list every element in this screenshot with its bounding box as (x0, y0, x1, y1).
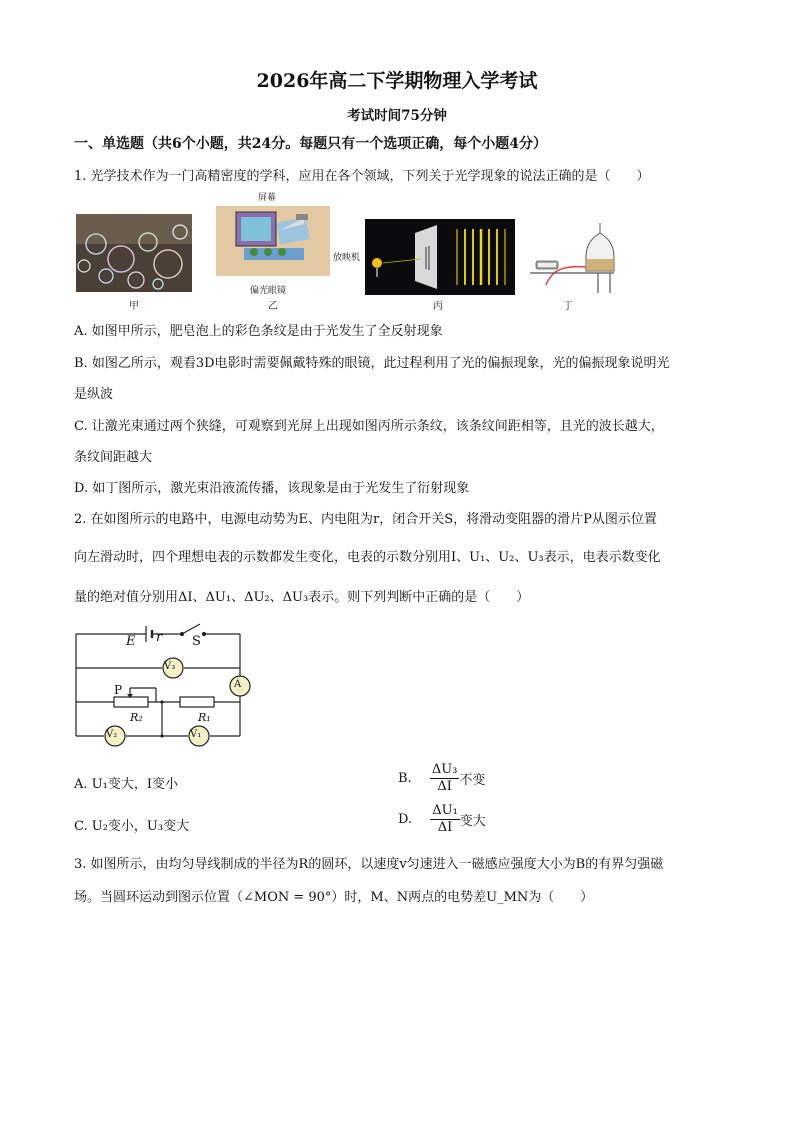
exam-duration: 考试时间75分钟 (347, 108, 447, 124)
q2-option-b-fraction (430, 762, 460, 795)
q2-stem-line2: 向左滑动时，四个理想电表的示数都发生变化，电表的示数分别用I、U₁、U₂、U₃表示，电表示数变化 (74, 550, 661, 565)
q2-option-d-denominator: ΔI (437, 820, 453, 835)
circuit-label-r1: R₁ (198, 711, 211, 724)
figure-label-jia: 甲 (129, 301, 139, 312)
glasses-label: 偏光眼镜 (250, 286, 287, 296)
figure-bing-double-slit (365, 219, 515, 295)
figure-ding-laser-stream (524, 219, 620, 295)
circuit-label-v3: V₃ (164, 661, 176, 672)
q3-stem-line1: 3. 如图所示，由均匀导线制成的半径为R的圆环，以速度v匀速进入一磁感应强度大小为B的有界匀强磁 (74, 857, 664, 872)
circuit-label-s: S (192, 634, 201, 649)
q2-option-b-denominator: ΔI (437, 779, 452, 794)
figure-label-ding: 丁 (563, 301, 573, 312)
figure-yi-3d-cinema (214, 190, 362, 296)
section-heading: 一、单选题（共6个小题，共24分。每题只有一个选项正确，每个小题4分） (74, 136, 547, 152)
q2-option-b-tail: 不变 (459, 773, 486, 788)
q2-stem-line1: 2. 在如图所示的电路中，电源电动势为E、内电阻为r，闭合开关S，将滑动变阻器的滑片P从图示位置 (74, 512, 657, 527)
exam-title: 2026年高二下学期物理入学考试 (256, 70, 538, 92)
q1-option-c-line1[interactable]: C. 让激光束通过两个狭缝，可观察到光屏上出现如图丙所示条纹，该条纹间距相等，且光的波长越大， (74, 419, 664, 434)
q2-option-d-label: D. (398, 812, 413, 827)
circuit-label-e: E (126, 634, 136, 649)
circuit-label-v2: V₂ (106, 729, 118, 740)
q3-stem-line2: 场。当圆环运动到图示位置（∠MON = 90°）时，M、N两点的电势差U_MN为（ ） (74, 890, 594, 905)
q2-option-b-label: B. (398, 771, 412, 786)
q2-option-d[interactable] (398, 803, 486, 836)
q2-option-d-tail: 变大 (459, 814, 486, 829)
circuit-diagram (70, 622, 260, 754)
q2-option-b[interactable] (398, 762, 485, 795)
screen-label: 屏幕 (258, 193, 277, 203)
circuit-label-p: P (114, 683, 123, 697)
q2-option-a[interactable]: A. U₁变大，I变小 (74, 777, 178, 792)
figure-label-yi: 乙 (268, 301, 278, 312)
figure-label-bing: 丙 (433, 301, 443, 312)
q2-option-d-fraction (430, 803, 460, 836)
q1-option-b-line2[interactable]: 是纵波 (74, 387, 114, 402)
circuit-label-a: A (234, 679, 242, 690)
q2-option-b-numerator: ΔU₃ (431, 762, 458, 777)
projector-label: 放映机 (333, 253, 361, 263)
circuit-label-r2: R₂ (130, 711, 143, 724)
q2-option-d-numerator: ΔU₁ (432, 803, 458, 818)
q1-option-a[interactable]: A. 如图甲所示，肥皂泡上的彩色条纹是由于光发生了全反射现象 (74, 324, 443, 339)
figure-jia-bubbles (76, 214, 192, 292)
circuit-label-r: r (156, 630, 163, 645)
q1-option-c-line2[interactable]: 条纹间距越大 (74, 450, 153, 465)
q2-stem-line3: 量的绝对值分别用ΔI、ΔU₁、ΔU₂、ΔU₃表示。则下列判断中正确的是（ ） (74, 590, 530, 605)
q1-option-b-line1[interactable]: B. 如图乙所示，观看3D电影时需要佩戴特殊的眼镜，此过程利用了光的偏振现象，光的偏振现象说明光 (74, 356, 670, 371)
circuit-label-v1: V₁ (190, 729, 202, 740)
q2-option-c[interactable]: C. U₂变小，U₃变大 (74, 819, 190, 834)
q1-option-d[interactable]: D. 如丁图所示，激光束沿液流传播，该现象是由于光发生了衍射现象 (74, 481, 470, 496)
q1-stem: 1. 光学技术作为一门高精密度的学科，应用在各个领域，下列关于光学现象的说法正确的是（ ） (74, 169, 650, 184)
